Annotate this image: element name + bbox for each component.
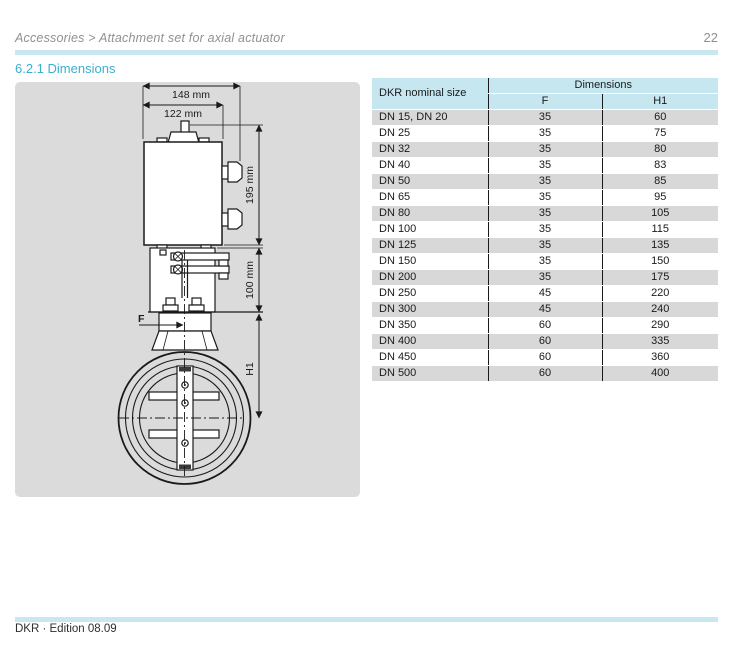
cell-h1: 80 xyxy=(602,142,718,158)
cell-h1: 75 xyxy=(602,126,718,142)
cell-h1: 115 xyxy=(602,222,718,238)
cell-h1: 240 xyxy=(602,302,718,318)
breadcrumb: Accessories > Attachment set for axial actuator xyxy=(15,31,285,45)
cell-f: 45 xyxy=(488,286,602,302)
cell-size: DN 300 xyxy=(372,302,488,318)
dimension-122 xyxy=(143,105,223,120)
cell-f: 35 xyxy=(488,142,602,158)
footer-edition-text: DKR · Edition 08.09 xyxy=(15,623,117,635)
footer-divider-bar xyxy=(15,617,718,622)
cell-f: 35 xyxy=(488,238,602,254)
table-row xyxy=(372,366,718,382)
cell-size: DN 80 xyxy=(372,206,488,222)
page-number: 22 xyxy=(703,30,718,45)
dimension-148 xyxy=(143,86,240,101)
cell-f: 35 xyxy=(488,174,602,190)
cell-h1: 135 xyxy=(602,238,718,254)
dim-label-148: 148 mm xyxy=(172,89,210,101)
cell-size: DN 40 xyxy=(372,158,488,174)
dimension-h1 xyxy=(244,314,259,418)
column-header-nominal-size: DKR nominal size xyxy=(372,78,488,110)
cable-gland-bottom xyxy=(222,209,242,229)
cell-h1: 220 xyxy=(602,286,718,302)
dimension-drawing-panel xyxy=(15,82,360,497)
cell-h1: 105 xyxy=(602,206,718,222)
table-row xyxy=(372,302,718,318)
cell-size: DN 32 xyxy=(372,142,488,158)
table-row xyxy=(372,142,718,158)
cell-h1: 95 xyxy=(602,190,718,206)
cell-size: DN 25 xyxy=(372,126,488,142)
table-row xyxy=(372,206,718,222)
cell-f: 60 xyxy=(488,334,602,350)
cell-h1: 150 xyxy=(602,254,718,270)
cell-f: 60 xyxy=(488,350,602,366)
cell-f: 35 xyxy=(488,222,602,238)
cell-f: 60 xyxy=(488,366,602,382)
cell-size: DN 350 xyxy=(372,318,488,334)
valve-cone xyxy=(152,331,218,350)
dim-label-h1: H1 xyxy=(244,362,256,376)
dimension-100 xyxy=(244,248,259,312)
column-header-f: F xyxy=(488,94,602,110)
cell-size: DN 15, DN 20 xyxy=(372,110,488,126)
cell-h1: 360 xyxy=(602,350,718,366)
table-row xyxy=(372,238,718,254)
dim-label-195: 195 mm xyxy=(244,166,256,204)
cell-f: 35 xyxy=(488,190,602,206)
table-row xyxy=(372,110,718,126)
cell-f: 35 xyxy=(488,254,602,270)
cell-size: DN 125 xyxy=(372,238,488,254)
table-header xyxy=(372,78,718,110)
column-group-header-dimensions: Dimensions xyxy=(488,78,718,94)
cell-f: 35 xyxy=(488,110,602,126)
actuator-body xyxy=(144,121,222,249)
table-row xyxy=(372,286,718,302)
valve-actuator-drawing xyxy=(15,82,360,497)
cell-f: 35 xyxy=(488,158,602,174)
dim-label-100: 100 mm xyxy=(244,261,256,299)
table-row xyxy=(372,350,718,366)
table-row xyxy=(372,254,718,270)
cell-size: DN 50 xyxy=(372,174,488,190)
cell-size: DN 250 xyxy=(372,286,488,302)
cell-size: DN 450 xyxy=(372,350,488,366)
cell-f: 35 xyxy=(488,126,602,142)
table-row xyxy=(372,190,718,206)
cell-h1: 83 xyxy=(602,158,718,174)
table-row xyxy=(372,174,718,190)
cell-h1: 60 xyxy=(602,110,718,126)
table-row xyxy=(372,270,718,286)
cell-h1: 335 xyxy=(602,334,718,350)
cell-size: DN 400 xyxy=(372,334,488,350)
dimensions-table-container xyxy=(372,78,718,382)
cell-size: DN 65 xyxy=(372,190,488,206)
cell-size: DN 200 xyxy=(372,270,488,286)
dimensions-table xyxy=(372,78,718,382)
cell-f: 60 xyxy=(488,318,602,334)
cell-h1: 290 xyxy=(602,318,718,334)
table-row xyxy=(372,334,718,350)
cell-f: 35 xyxy=(488,206,602,222)
cell-size: DN 500 xyxy=(372,366,488,382)
dimension-195 xyxy=(244,125,259,245)
cable-gland-top xyxy=(222,162,242,182)
cell-h1: 85 xyxy=(602,174,718,190)
table-row xyxy=(372,126,718,142)
valve-neck xyxy=(159,313,211,331)
dim-label-122: 122 mm xyxy=(164,108,202,120)
cell-h1: 175 xyxy=(602,270,718,286)
cell-size: DN 100 xyxy=(372,222,488,238)
table-row xyxy=(372,222,718,238)
section-title: 6.2.1 Dimensions xyxy=(15,61,116,76)
header-divider-bar xyxy=(15,50,718,55)
cell-size: DN 150 xyxy=(372,254,488,270)
cell-f: 45 xyxy=(488,302,602,318)
column-header-h1: H1 xyxy=(602,94,718,110)
table-row xyxy=(372,158,718,174)
table-row xyxy=(372,318,718,334)
dim-label-f: F xyxy=(138,313,145,325)
cell-h1: 400 xyxy=(602,366,718,382)
cell-f: 35 xyxy=(488,270,602,286)
table-body xyxy=(372,110,718,382)
